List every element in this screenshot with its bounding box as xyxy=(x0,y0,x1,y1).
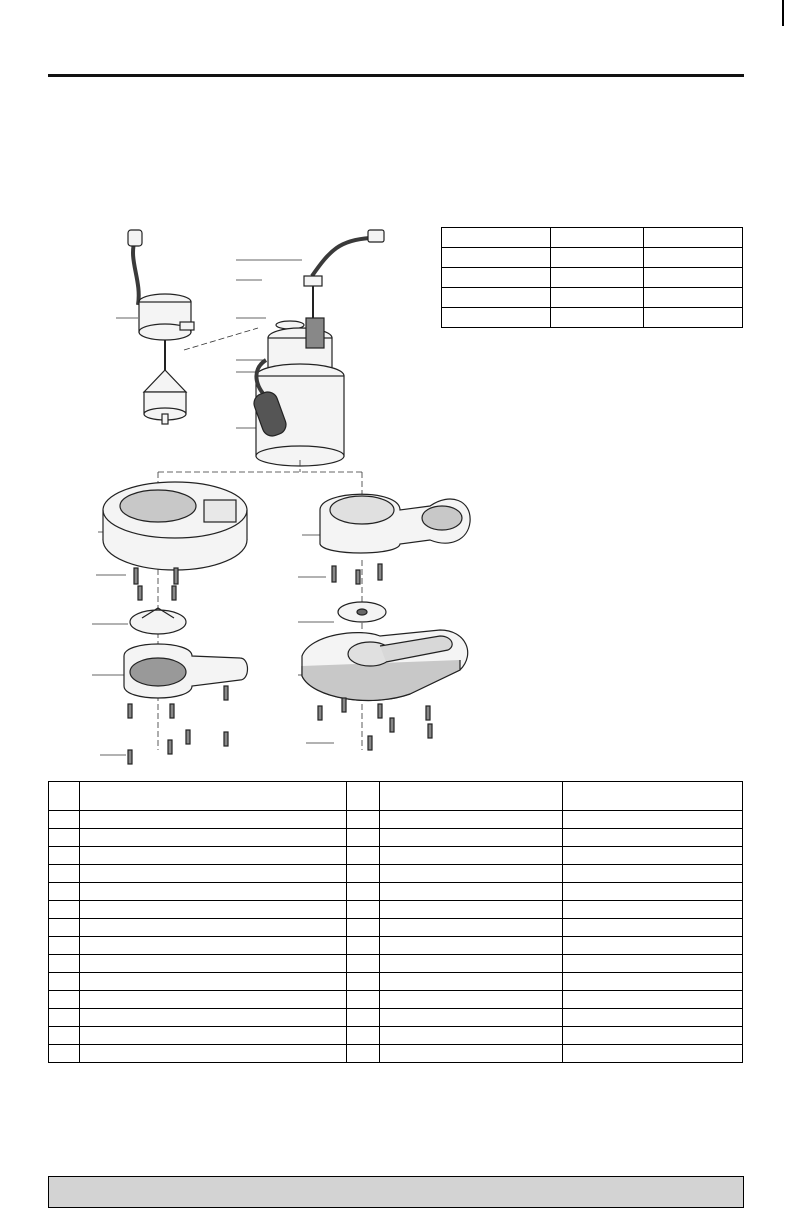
parts-table-cell xyxy=(347,991,380,1009)
parts-table-cell xyxy=(563,901,743,919)
parts-table-row xyxy=(49,1045,743,1063)
parts-table-cell xyxy=(380,973,563,991)
parts-table-row xyxy=(49,1027,743,1045)
parts-table-row xyxy=(49,1009,743,1027)
parts-table-cell xyxy=(563,865,743,883)
parts-table-cell xyxy=(80,1009,347,1027)
parts-table-cell xyxy=(49,955,80,973)
model-table-cell xyxy=(644,228,743,248)
volute-screws-icon xyxy=(134,568,178,600)
parts-table-cell xyxy=(80,811,347,829)
model-table-row xyxy=(442,248,743,268)
parts-table-cell xyxy=(563,883,743,901)
parts-table-cell xyxy=(563,991,743,1009)
parts-table-cell xyxy=(563,1045,743,1063)
parts-table-cell xyxy=(347,1027,380,1045)
parts-table-cell xyxy=(347,782,380,811)
parts-table-row xyxy=(49,937,743,955)
parts-table-row xyxy=(49,865,743,883)
parts-table-cell xyxy=(49,991,80,1009)
model-table-cell xyxy=(442,248,551,268)
parts-table-cell xyxy=(380,829,563,847)
parts-table-cell xyxy=(80,919,347,937)
parts-table-cell xyxy=(347,847,380,865)
parts-table-cell xyxy=(563,919,743,937)
base-screws-icon xyxy=(318,698,432,750)
parts-table-cell xyxy=(49,829,80,847)
parts-table-cell xyxy=(380,865,563,883)
parts-table-row xyxy=(49,973,743,991)
parts-table-row xyxy=(49,991,743,1009)
parts-table-cell xyxy=(80,782,347,811)
parts-table-cell xyxy=(80,955,347,973)
parts-table-row xyxy=(49,847,743,865)
model-table-cell xyxy=(442,288,551,308)
footer-bar xyxy=(48,1176,744,1208)
parts-table-cell xyxy=(380,901,563,919)
impeller-icon xyxy=(338,602,386,622)
parts-table-cell xyxy=(49,919,80,937)
model-table-cell xyxy=(551,248,644,268)
parts-table-cell xyxy=(380,782,563,811)
parts-table-cell xyxy=(80,973,347,991)
parts-table-cell xyxy=(49,865,80,883)
parts-table-cell xyxy=(563,937,743,955)
parts-table-cell xyxy=(563,1009,743,1027)
volute-screws-icon xyxy=(332,564,382,584)
parts-table-cell xyxy=(347,919,380,937)
exploded-parts-diagram xyxy=(80,210,480,770)
impeller-icon xyxy=(130,608,186,634)
parts-table-cell xyxy=(80,991,347,1009)
parts-table-cell xyxy=(347,901,380,919)
parts-table-cell xyxy=(49,883,80,901)
parts-table-cell xyxy=(80,1027,347,1045)
model-table-cell xyxy=(551,228,644,248)
volute-base-icon xyxy=(103,482,247,570)
parts-table-cell xyxy=(380,883,563,901)
parts-table-cell xyxy=(49,973,80,991)
parts-table-cell xyxy=(563,973,743,991)
parts-table-row xyxy=(49,883,743,901)
parts-table-cell xyxy=(49,901,80,919)
parts-table-cell xyxy=(80,883,347,901)
cut-line xyxy=(782,0,784,26)
parts-table-cell xyxy=(80,847,347,865)
parts-table-cell xyxy=(563,955,743,973)
base-plate-icon xyxy=(124,644,248,698)
parts-table-cell xyxy=(347,829,380,847)
parts-table-cell xyxy=(563,829,743,847)
model-table-row xyxy=(442,228,743,248)
parts-table-row xyxy=(49,829,743,847)
parts-table-cell xyxy=(347,937,380,955)
model-table-cell xyxy=(551,288,644,308)
parts-table-cell xyxy=(49,937,80,955)
parts-table-cell xyxy=(80,901,347,919)
model-table-row xyxy=(442,288,743,308)
model-table-cell xyxy=(442,268,551,288)
parts-list-table xyxy=(48,781,743,1063)
parts-table-cell xyxy=(380,1027,563,1045)
parts-table-cell xyxy=(347,811,380,829)
parts-table-cell xyxy=(80,937,347,955)
parts-table-cell xyxy=(563,847,743,865)
parts-table-cell xyxy=(49,847,80,865)
parts-table-cell xyxy=(563,1027,743,1045)
model-table-row xyxy=(442,308,743,328)
parts-table-cell xyxy=(380,991,563,1009)
parts-table-cell xyxy=(380,1045,563,1063)
parts-table-cell xyxy=(49,811,80,829)
offset-volute-base-icon xyxy=(320,494,470,553)
model-table-cell xyxy=(644,308,743,328)
parts-table-cell xyxy=(563,782,743,811)
parts-table-cell xyxy=(49,1027,80,1045)
parts-table-cell xyxy=(49,782,80,811)
parts-table-cell xyxy=(380,937,563,955)
parts-table-cell xyxy=(347,883,380,901)
strainer-base-icon xyxy=(302,630,468,700)
parts-table-cell xyxy=(80,829,347,847)
parts-table-cell xyxy=(347,1045,380,1063)
parts-table-row xyxy=(49,811,743,829)
parts-table-row xyxy=(49,919,743,937)
parts-table-cell xyxy=(49,1009,80,1027)
parts-table-cell xyxy=(49,1045,80,1063)
model-table-cell xyxy=(442,228,551,248)
model-table-cell xyxy=(442,308,551,328)
parts-table-cell xyxy=(380,919,563,937)
model-table-cell xyxy=(644,248,743,268)
parts-table-cell xyxy=(380,955,563,973)
parts-table-cell xyxy=(380,847,563,865)
parts-table-cell xyxy=(347,973,380,991)
model-table-cell xyxy=(644,268,743,288)
model-table-cell xyxy=(551,308,644,328)
parts-table-cell xyxy=(80,865,347,883)
parts-table-row xyxy=(49,901,743,919)
parts-table-cell xyxy=(347,955,380,973)
parts-table-cell xyxy=(347,1009,380,1027)
model-table-row xyxy=(442,268,743,288)
base-screws-icon xyxy=(128,686,228,764)
model-table-cell xyxy=(644,288,743,308)
header-rule xyxy=(48,74,744,77)
parts-table-header xyxy=(49,782,743,811)
model-table-cell xyxy=(551,268,644,288)
parts-table-row xyxy=(49,955,743,973)
parts-table-cell xyxy=(80,1045,347,1063)
parts-table-cell xyxy=(380,811,563,829)
parts-table-cell xyxy=(347,865,380,883)
model-table xyxy=(441,227,743,328)
parts-table-cell xyxy=(380,1009,563,1027)
float-switch-icon xyxy=(128,230,194,424)
pump-motor-icon xyxy=(251,230,384,466)
parts-table-cell xyxy=(563,811,743,829)
